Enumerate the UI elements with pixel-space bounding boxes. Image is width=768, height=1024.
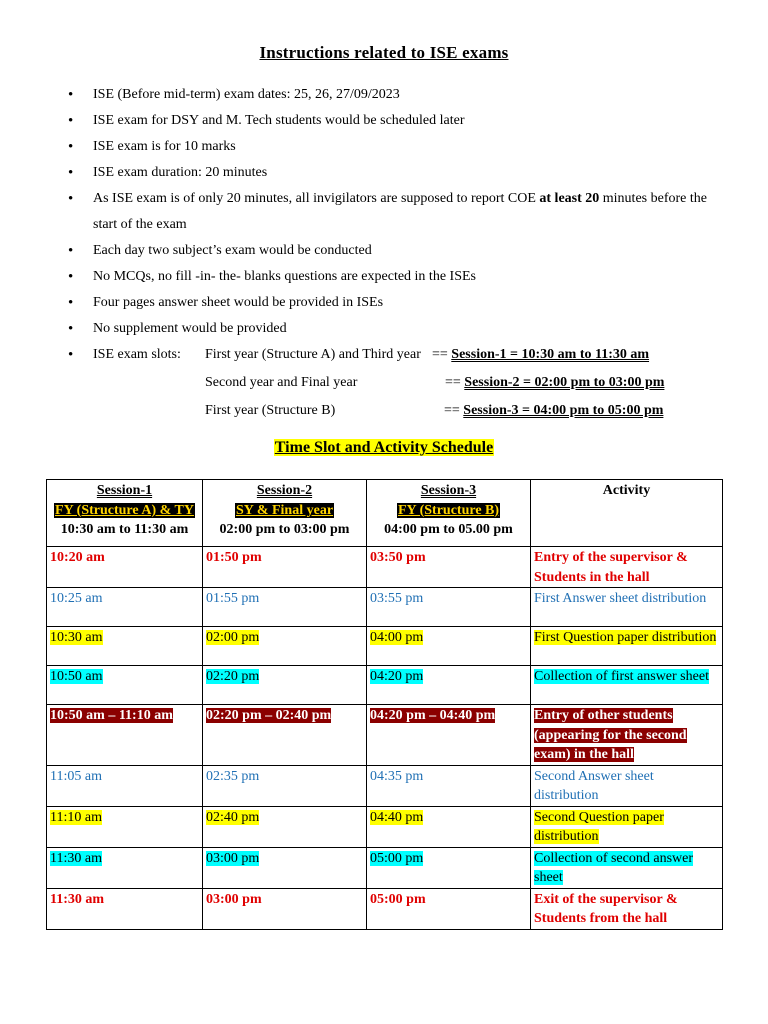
- schedule-title: [0, 439, 768, 457]
- cell-text: First Question paper distribution: [534, 630, 717, 645]
- slot-session: Session-2 = 02:00 pm to 03:00 pm: [464, 375, 665, 390]
- cell-text: 11:10 am: [50, 809, 102, 825]
- table-cell: [47, 547, 203, 588]
- table-cell: [203, 765, 367, 806]
- slot-equals: ==: [432, 347, 448, 362]
- table-cell: [367, 547, 531, 588]
- table-cell: [367, 588, 531, 627]
- table-row: [47, 547, 723, 588]
- header-session-2: [203, 480, 367, 547]
- table-cell: [203, 588, 367, 627]
- table-row: [47, 588, 723, 627]
- table-cell: [367, 888, 531, 929]
- instruction-item: [66, 134, 726, 160]
- table-row: [47, 847, 723, 888]
- instruction-emphasis: at least 20: [539, 191, 600, 206]
- header-group: FY (Structure A) & TY: [55, 502, 194, 518]
- table-row: [47, 806, 723, 847]
- table-cell: [203, 847, 367, 888]
- table-cell: [531, 847, 723, 888]
- cell-text: Second Question paper distribution: [534, 809, 664, 844]
- instruction-text: No MCQs, no fill -in- the- blanks questions are expected in the ISEs: [93, 269, 476, 284]
- instruction-text: ISE exam for DSY and M. Tech students would be scheduled later: [93, 113, 465, 128]
- table-row: [47, 627, 723, 666]
- header-name: Session-3: [420, 483, 477, 498]
- slot-row: [66, 343, 726, 371]
- cell-text: Collection of first answer sheet: [534, 669, 709, 684]
- table-cell: [47, 888, 203, 929]
- table-cell: [367, 765, 531, 806]
- instruction-item: [66, 82, 726, 108]
- cell-text: 10:50 am – 11:10 am: [50, 708, 173, 723]
- table-cell: [531, 765, 723, 806]
- header-time: 10:30 am to 11:30 am: [60, 522, 189, 537]
- cell-text: 02:00 pm: [206, 630, 260, 645]
- table-cell: [47, 806, 203, 847]
- cell-text: 11:30 am: [50, 891, 105, 907]
- header-session-3: [367, 480, 531, 547]
- slots-label: ISE exam slots:: [93, 347, 181, 362]
- slot-row: [66, 399, 726, 427]
- slot-session: Session-3 = 04:00 pm to 05:00 pm: [463, 403, 664, 418]
- cell-text: 02:40 pm: [206, 809, 260, 825]
- table-cell: [47, 627, 203, 666]
- cell-text: Exit of the supervisor & Students from the hall: [534, 891, 678, 926]
- table-row: [47, 666, 723, 705]
- cell-text: 04:35 pm: [370, 768, 424, 784]
- bullet-icon: •: [68, 347, 74, 363]
- table-cell: [531, 588, 723, 627]
- table-cell: [203, 666, 367, 705]
- table-cell: [367, 627, 531, 666]
- cell-text: 02:20 pm: [206, 669, 260, 684]
- document-title: Instructions related to ISE exams: [259, 43, 509, 62]
- table-cell: [531, 627, 723, 666]
- instruction-item: [66, 108, 726, 134]
- slot-time: [432, 343, 649, 367]
- cell-text: 11:30 am: [50, 850, 102, 866]
- exam-slots: [66, 343, 726, 427]
- schedule-table: [46, 479, 723, 930]
- table-cell: [203, 627, 367, 666]
- table-cell: [203, 806, 367, 847]
- cell-text: 04:40 pm: [370, 809, 424, 825]
- instruction-item: [66, 160, 726, 186]
- cell-text: 04:00 pm: [370, 630, 424, 645]
- cell-text: 11:05 am: [50, 768, 102, 784]
- cell-text: Entry of the supervisor & Students in the hall: [534, 550, 688, 585]
- instruction-text: minutes before the start of the exam: [93, 191, 707, 232]
- table-cell: [367, 666, 531, 705]
- cell-text: 03:00 pm: [206, 891, 262, 907]
- cell-text: 04:20 pm: [370, 669, 424, 684]
- table-cell: [531, 666, 723, 705]
- table-header-row: [47, 480, 723, 547]
- instruction-text: Four pages answer sheet would be provided in ISEs: [93, 295, 384, 310]
- table-cell: [203, 888, 367, 929]
- instruction-text: As ISE exam is of only 20 minutes, all invigilators are supposed to report COE: [93, 191, 540, 206]
- table-cell: [47, 705, 203, 766]
- table-row: [47, 888, 723, 929]
- header-activity: [531, 480, 723, 547]
- cell-text: Collection of second answer sheet: [534, 850, 694, 885]
- cell-text: 10:25 am: [50, 591, 103, 606]
- instruction-text: ISE exam duration: 20 minutes: [93, 165, 268, 180]
- cell-text: 04:20 pm – 04:40 pm: [370, 708, 496, 723]
- table-row: [47, 705, 723, 766]
- slot-group: First year (Structure A) and Third year: [205, 347, 421, 362]
- table-cell: [203, 547, 367, 588]
- instruction-text: No supplement would be provided: [93, 321, 287, 336]
- cell-text: 05:00 pm: [370, 850, 424, 866]
- cell-text: 10:20 am: [50, 550, 105, 565]
- cell-text: Entry of other students (appearing for the second exam) in the hall: [534, 708, 687, 762]
- cell-text: 05:00 pm: [370, 891, 426, 907]
- table-cell: [531, 888, 723, 929]
- slot-group: First year (Structure B): [205, 403, 336, 418]
- table-cell: [47, 847, 203, 888]
- table-cell: [47, 765, 203, 806]
- slot-time: [444, 399, 663, 423]
- header-time: 04:00 pm to 05.00 pm: [384, 522, 513, 537]
- table-cell: [531, 806, 723, 847]
- header-group: SY & Final year: [235, 502, 334, 518]
- table-cell: [367, 705, 531, 766]
- slot-equals: ==: [444, 403, 460, 418]
- instruction-text: Each day two subject’s exam would be conducted: [93, 243, 372, 258]
- cell-text: Second Answer sheet distribution: [534, 768, 654, 803]
- cell-text: 03:00 pm: [206, 850, 260, 866]
- slot-row: [66, 371, 726, 399]
- table-cell: [531, 705, 723, 766]
- instruction-item: [66, 186, 726, 238]
- table-cell: [367, 847, 531, 888]
- slot-session: Session-1 = 10:30 am to 11:30 am: [451, 347, 650, 362]
- cell-text: 03:50 pm: [370, 550, 426, 565]
- instruction-item: [66, 238, 726, 264]
- instruction-item: [66, 264, 726, 290]
- cell-text: First Answer sheet distribution: [534, 591, 707, 606]
- cell-text: 10:30 am: [50, 630, 103, 645]
- header-name: Activity: [602, 483, 651, 498]
- instruction-item: [66, 316, 726, 342]
- slot-group: Second year and Final year: [205, 375, 358, 390]
- cell-text: 10:50 am: [50, 669, 103, 684]
- instruction-text: ISE exam is for 10 marks: [93, 139, 236, 154]
- header-name: Session-1: [96, 483, 153, 498]
- header-group: FY (Structure B): [397, 502, 500, 518]
- instruction-text: ISE (Before mid-term) exam dates: 25, 26, 27/09/2023: [93, 87, 400, 102]
- table-row: [47, 765, 723, 806]
- table-cell: [47, 588, 203, 627]
- cell-text: 02:20 pm – 02:40 pm: [206, 708, 332, 723]
- table-cell: [203, 705, 367, 766]
- cell-text: 02:35 pm: [206, 768, 260, 784]
- instruction-item: [66, 290, 726, 316]
- table-cell: [367, 806, 531, 847]
- table-cell: [47, 666, 203, 705]
- cell-text: 01:55 pm: [206, 591, 260, 606]
- header-session-1: [47, 480, 203, 547]
- cell-text: 01:50 pm: [206, 550, 262, 565]
- slot-time: [445, 371, 664, 395]
- slot-equals: ==: [445, 375, 461, 390]
- instruction-list: [66, 82, 726, 342]
- schedule-title-text: Time Slot and Activity Schedule: [274, 439, 494, 456]
- table-cell: [531, 547, 723, 588]
- header-name: Session-2: [256, 483, 313, 498]
- header-time: 02:00 pm to 03:00 pm: [219, 522, 350, 537]
- cell-text: 03:55 pm: [370, 591, 424, 606]
